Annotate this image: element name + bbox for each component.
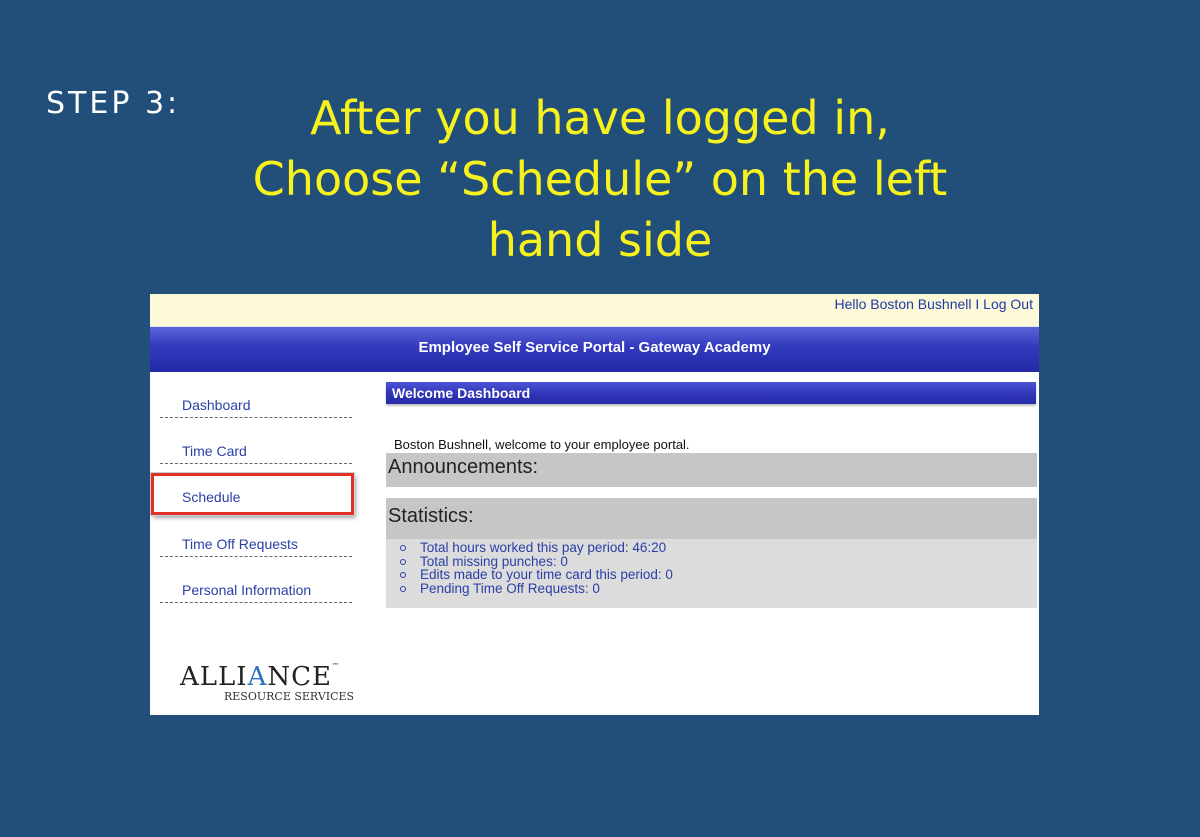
bullet-icon [400, 545, 406, 551]
sidebar-item-label[interactable]: Dashboard [182, 397, 251, 413]
portal-screenshot [150, 294, 1039, 715]
stat-text[interactable]: Total missing punches: 0 [420, 553, 568, 569]
portal-title: Employee Self Service Portal - Gateway Academy [418, 339, 771, 356]
logo-subtitle: RESOURCE SERVICES [224, 690, 355, 703]
statistics-title: Statistics: [388, 505, 474, 527]
welcome-message: Boston Bushnell, welcome to your employee portal. [394, 437, 690, 452]
sidebar-item-label[interactable]: Schedule [182, 489, 241, 505]
portal-banner [150, 326, 1039, 372]
bullet-icon [400, 572, 406, 578]
stat-text[interactable]: Total hours worked this pay period: 46:20 [420, 540, 667, 555]
alliance-logo [180, 662, 355, 703]
statistics-body [386, 539, 1037, 608]
headline-line-2: Choose “Schedule” on the left [252, 152, 948, 206]
sidebar-item-label[interactable]: Personal Information [182, 582, 312, 598]
step-label: STEP 3: [46, 86, 181, 121]
top-bar [150, 294, 1039, 326]
panel-title: Welcome Dashboard [392, 385, 531, 401]
list-item[interactable] [400, 582, 673, 596]
logo-trademark: ™ [331, 662, 340, 670]
stat-text[interactable]: Pending Time Off Requests: 0 [420, 580, 600, 596]
sidebar-item-dashboard[interactable] [160, 371, 352, 418]
sidebar-item-time-off-requests[interactable] [160, 510, 352, 557]
list-item[interactable] [400, 555, 673, 569]
logo-prefix: ALLI [180, 662, 248, 692]
announcements-section [386, 453, 1037, 487]
headline-line-1: After you have logged in, [310, 91, 890, 145]
bullet-icon [400, 586, 406, 592]
slide-headline [200, 88, 1000, 271]
announcements-title: Announcements: [388, 456, 539, 478]
sidebar-item-label[interactable]: Time Card [182, 443, 247, 459]
sidebar-item-label[interactable]: Time Off Requests [182, 536, 298, 552]
logo-accent-letter: A [247, 662, 268, 692]
list-item[interactable] [400, 541, 673, 555]
stat-text[interactable]: Edits made to your time card this period: 0 [420, 567, 673, 582]
welcome-dashboard-header [386, 382, 1036, 404]
logo-suffix: NCE [267, 662, 332, 692]
schedule-highlight-box [151, 473, 354, 515]
sidebar-item-time-card[interactable] [160, 417, 352, 464]
user-greeting [835, 296, 1033, 312]
greeting-text: Hello Boston Bushnell [834, 296, 972, 312]
greeting-separator: I [975, 296, 980, 312]
statistics-list [400, 541, 673, 595]
list-item[interactable] [400, 568, 673, 582]
headline-line-3: hand side [487, 213, 713, 267]
statistics-section [386, 498, 1037, 539]
sidebar-item-personal-information[interactable] [160, 556, 352, 603]
bullet-icon [400, 559, 406, 565]
logout-link[interactable]: Log Out [983, 296, 1033, 312]
logo-wordmark [180, 662, 350, 692]
